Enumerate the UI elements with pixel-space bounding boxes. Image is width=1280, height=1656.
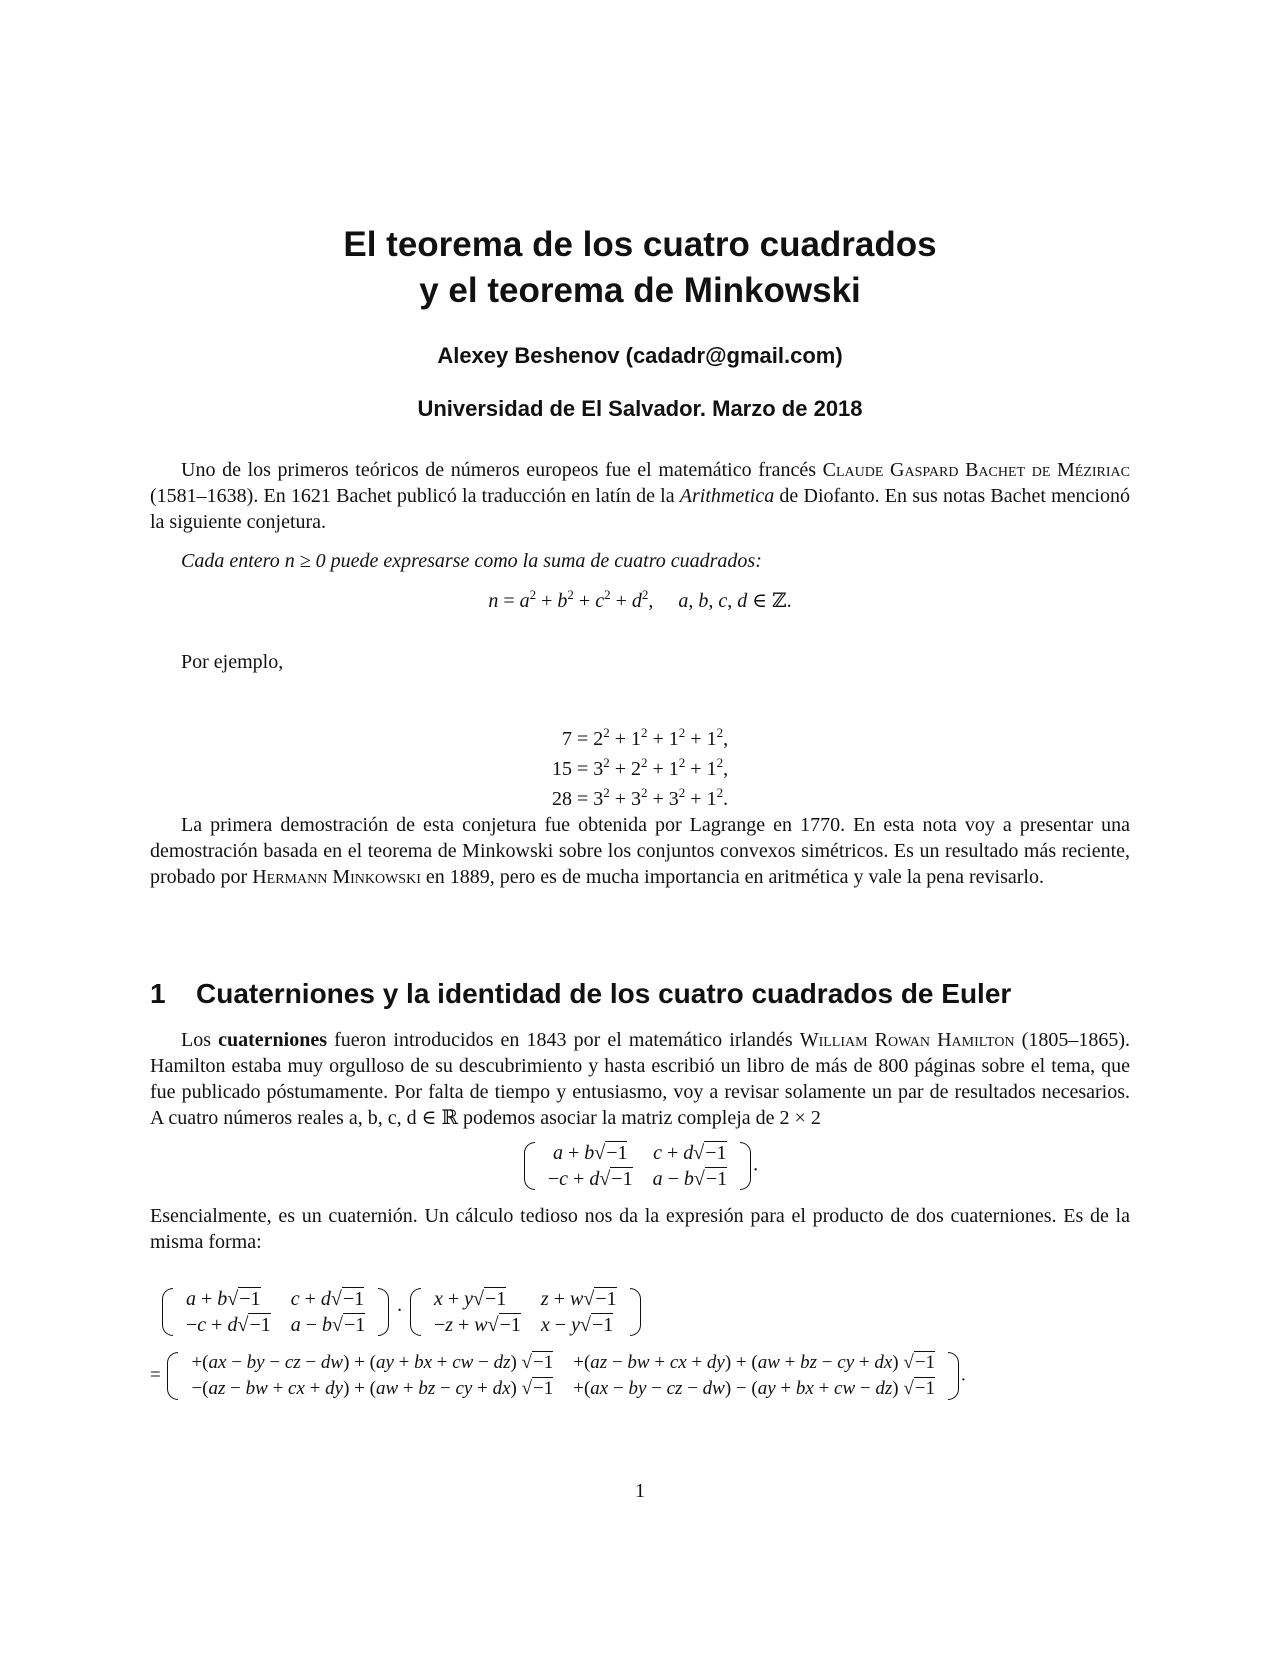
example-rhs: = $3^2 + 2^2 + 1^2 + 1^2$, [571,755,729,780]
term-cuaterniones: cuaterniones [218,1029,327,1051]
section-1-paragraph-2: Esencialmente, es un cuaternión. Un cálculo tedioso nos da la expresión para el producto de dos cuaterniones. Es de la misma forma: [150,1205,1130,1253]
section-number: 1 [150,978,166,1009]
section-title: Cuaterniones y la identidad de los cuatro cuadrados de Euler [196,978,1012,1009]
example-rhs: = $3^2 + 3^2 + 3^2 + 1^2$. [571,785,729,810]
example-equation [552,754,728,784]
quaternion-matrix: a + b√−1 c + d√−1 −c + d√−1 a − b√−1 . [0,1140,1280,1192]
name-minkowski: Hermann Minkowski [252,866,421,888]
example-rhs: = $2^2 + 1^2 + 1^2 + 1^2$, [571,725,729,750]
examples-equations [0,724,1280,814]
author: Alexey Beshenov (cadadr@gmail.com) [437,343,843,368]
example-equation [552,724,728,754]
paper-title [0,222,1280,314]
por-ejemplo: Por ejemplo, [181,651,284,673]
example-lhs: 15 [551,758,572,780]
title-line-2: y el teorema de Minkowski [419,271,861,310]
intro-paragraph-1: Uno de los primeros teóricos de números europeos fue el matemático francés Claude Gaspard Bachet de Méziriac (1581–1638). En 1621 Bachet publicó la traducción en latín de la Arithmetica de Diofanto. En sus notas Bachet mencionó la siguiente conjetura. [150,459,1130,533]
example-lhs: 28 [551,788,572,810]
section-1-paragraph-1: Los cuaterniones fueron introducidos en 1843 por el matemático irlandés William Rowan Hamilton (1805–1865). Hamilton estaba muy orgulloso de su descubrimiento y hasta escribió un libro de más de 800 páginas sobre el tema, que fue publicado póstumamente. Por falta de tiempo y entusiasmo, voy a revisar solamente un par de resultados necesarios. A cuatro números reales a, b, c, d ∈ ℝ podemos asociar la matriz compleja de 2 × 2 [150,1029,1130,1129]
work-arithmetica: Arithmetica [679,485,775,507]
page-number: 1 [635,1480,645,1502]
section-1-heading [150,978,1011,1010]
example-lhs: 7 [561,728,572,750]
conjecture-formula: $n = a^2 + b^2 + c^2 + d^2$, a, b, c, d ∈ ℤ. [488,587,792,612]
product-line-2: = +(ax − by − cz − dw) + (ay + bx + cw − dz) √−1 +(az − bw + cx + dy) + (aw + bz − cy + dx) √−1 −(az − bw + cx + dy) + (aw + bz − cy + dx) √−1 +(ax − by − cz − dw) − (ay + bx + cw − dz) √−1 . [150,1350,966,1402]
name-hamilton: William Rowan Hamilton [799,1029,1015,1051]
example-equation [552,784,728,814]
product-line-1: a + b√−1 c + d√−1 −c + d√−1 a − b√−1 · x + y√−1 z + w√−1 −z + w√−1 x − y√−1 [160,1286,643,1338]
name-bachet: Claude Gaspard Bachet de Méziriac [822,459,1130,481]
affiliation: Universidad de El Salvador. Marzo de 2018 [417,396,863,421]
intro-paragraph-2: La primera demostración de esta conjetura fue obtenida por Lagrange en 1770. En esta nota voy a presentar una demostración basada en el teorema de Minkowski sobre los conjuntos convexos simétricos. Es un resultado más reciente, probado por Hermann Minkowski en 1889, pero es de mucha importancia en aritmética y vale la pena revisarlo. [150,814,1130,888]
title-line-1: El teorema de los cuatro cuadrados [343,225,937,264]
conjecture-statement: Cada entero n ≥ 0 puede expresarse como la suma de cuatro cuadrados: [181,550,762,572]
